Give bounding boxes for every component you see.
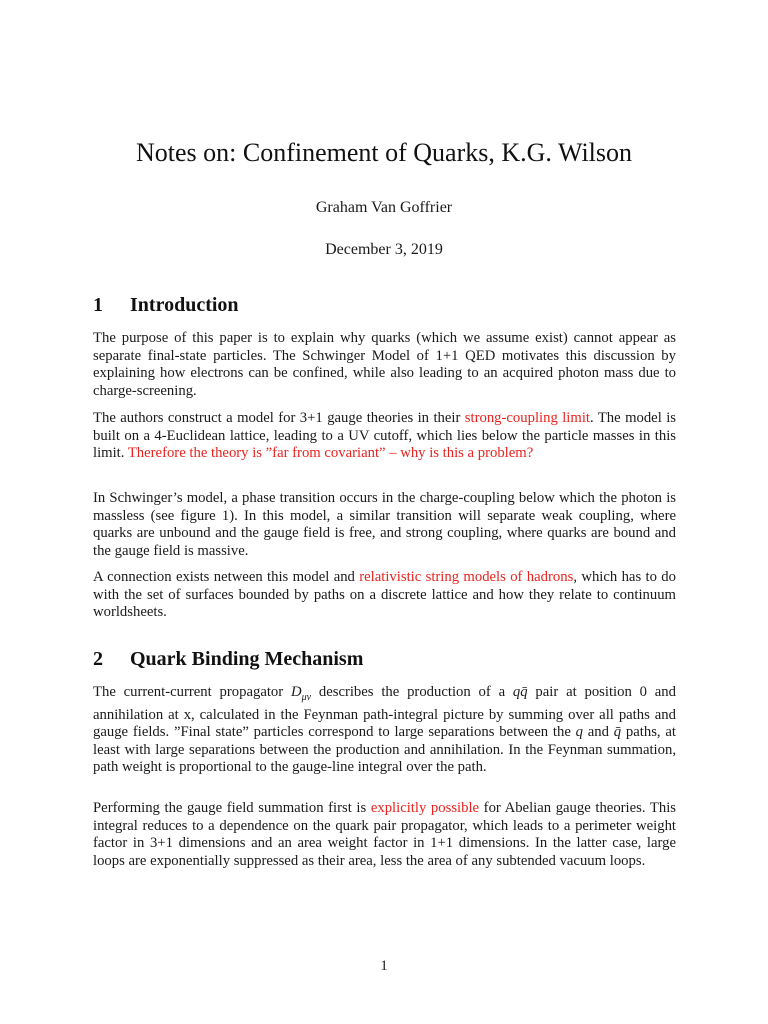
highlighted-text: Therefore the theory is ”far from covariant” – why is this a problem? [127, 445, 534, 462]
paragraph [93, 800, 676, 870]
paragraph [93, 330, 676, 400]
paragraph [93, 490, 676, 560]
math-symbol: q̄ [613, 724, 622, 741]
math-symbol: μν [301, 691, 312, 703]
text-segment: The authors construct a model for 3+1 gauge theories in their [93, 410, 465, 426]
text-segment: for Abelian gauge theories. This integral reduces to a dependence on the quark pair propagator, which leads to a perimeter weight factor in 3+1 dimensions and an area weight factor in 1+1 dimensions. In the latter case, large loops are exponentially suppressed as their area, less the area of any subtended vacuum loops. [93, 800, 676, 869]
text-segment: Performing the gauge field summation first is [93, 800, 371, 816]
author-name: Graham Van Goffrier [315, 199, 453, 216]
text-segment: describes the production of a [311, 684, 513, 700]
section-title: Quark Binding Mechanism [130, 648, 364, 670]
math-symbol: q̄ [520, 684, 528, 700]
text-segment: paths, at least with large separations between the production and annihilation. In the Feynman summation, path weight is proportional to the gauge-line integral over the path. [93, 724, 676, 776]
paper-title: Notes on: Confinement of Quarks, K.G. Wilson [135, 138, 633, 167]
math-symbol: q [512, 684, 521, 700]
page-number: 1 [380, 958, 388, 974]
section-heading-quark-binding [93, 646, 363, 672]
highlighted-text: strong-coupling limit [464, 410, 590, 426]
paper-date: December 3, 2019 [325, 241, 443, 258]
text-segment: , which has to do with the set of surfaces bounded by paths on a discrete lattice and how they relate to continuum worldsheets. [93, 569, 676, 621]
highlighted-text: explicitly possible [370, 800, 480, 816]
text-segment: and [583, 724, 614, 741]
text-segment: In Schwinger’s model, a phase transition occurs in the charge-coupling below which the photon is massless (see figure 1). In this model, a similar transition will separate weak coupling, where quarks are unbound and the gauge field is free, and strong coupling, where quarks are bound and the gauge field is massive. [93, 490, 676, 559]
paragraph [93, 684, 676, 777]
section-number: 1 [93, 294, 103, 316]
math-symbol: D [290, 684, 302, 700]
text-segment: The current-current propagator [93, 684, 291, 700]
text-segment: . The model is built on a 4-Euclidean lattice, leading to a UV cutoff, which lies below the particle masses in this limit. [93, 410, 677, 462]
text-segment: The purpose of this paper is to explain why quarks (which we assume exist) cannot appear as separate final-state particles. The Schwinger Model of 1+1 QED motivates this discussion by explaining how electrons can be confined, while also leading to an acquired photon mass due to charge-screening. [93, 330, 676, 399]
section-number: 2 [93, 648, 103, 670]
math-symbol: q [575, 724, 583, 741]
section-title: Introduction [130, 294, 239, 316]
text-segment: A connection exists netween this model and [93, 569, 360, 585]
paragraph [93, 569, 676, 622]
text-segment: pair at position 0 and annihilation at x, calculated in the Feynman path-integral picture by summing over all paths and gauge fields. ”Final state” particles correspond to large separations between the [93, 684, 676, 741]
paragraph [93, 410, 676, 463]
section-heading-introduction [93, 292, 239, 318]
highlighted-text: relativistic string models of hadrons [359, 569, 574, 585]
